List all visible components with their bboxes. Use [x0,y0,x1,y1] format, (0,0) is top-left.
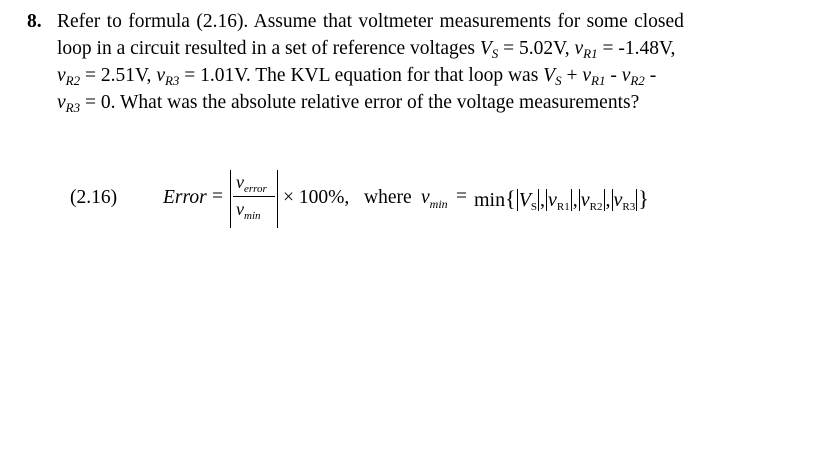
vmin-var: v [421,187,430,208]
kvl-r1-subscript: R1 [591,73,606,88]
numerator-var: v [236,172,244,192]
abs-bar [517,189,518,211]
vr2-symbol: v [57,65,66,86]
abs-bar [579,189,580,211]
set-r1-subscript: R1 [556,201,570,213]
formula-label: (2.16) [70,187,118,208]
vr1-subscript: R1 [583,46,598,61]
problem-line-3 [57,62,656,89]
set-r1-var: v [548,189,557,211]
vs-subscript: S [491,46,499,61]
vr2-subscript: R2 [65,73,81,88]
vr1-value: = -1.48V, [597,38,676,59]
kvl-vs-subscript: S [555,73,562,88]
abs-bar [604,189,605,211]
min-word: min [474,189,506,211]
abs-bar-left [230,170,231,228]
abs-bar [538,189,539,211]
vr1-symbol: v [574,38,584,59]
close-brace: } [638,186,649,211]
set-r2-var: v [580,189,590,211]
numerator-subscript: error [244,183,267,195]
kvl-r2-subscript: R2 [630,73,645,88]
kvl-minus-1: - [605,65,622,86]
min-set-expression: min{ $V_S$ , $v_{R1}$ , $v_{R2}$ , $v_{R3}$ } [474,186,649,213]
error-word: Error [163,187,207,208]
kvl-r1-symbol: v [582,65,591,86]
problem-line-4 [57,89,639,116]
open-brace: { [505,186,516,211]
abs-bar-right [277,170,278,228]
vr2-value: = 2.51V, [80,65,157,86]
set-r2-subscript: R2 [589,201,603,213]
kvl-minus-2: - [644,65,657,86]
equals-sign: = [212,186,223,207]
vs-symbol: V [479,38,492,59]
fraction-denominator [236,199,261,222]
kvl-plus: + [561,65,583,86]
vs-value: = 5.02V, [498,38,575,59]
where-word: where [364,187,412,208]
denominator-subscript: min [244,210,261,222]
problem-line-1: Refer to formula (2.16). Assume that voltmeter measurements for some closed [57,11,684,32]
abs-bar [612,189,613,211]
set-vs-subscript: S [530,201,538,213]
set-vs-var: V [518,189,531,211]
vr3-subscript: R3 [164,73,180,88]
line4-r3-symbol: v [57,92,66,113]
set-r3-var: v [613,189,623,211]
line4-text: = 0. What was the absolute relative error of the voltage measurements? [80,92,640,113]
formula-2-16 [0,170,819,240]
kvl-r2-symbol: v [621,65,631,86]
fraction-numerator [236,172,267,195]
line4-r3-subscript: R3 [65,100,81,115]
vmin-term [421,187,448,212]
vr3-value: = 1.01V. The KVL equation for that loop was [179,65,544,86]
fraction-line [233,196,275,197]
abs-bar [546,189,547,211]
vmin-subscript: min [429,197,448,211]
line2-text: loop in a circuit resulted in a set of reference voltages [57,38,480,59]
problem-number: 8. [27,11,42,32]
abs-bar [571,189,572,211]
set-r3-subscript: R3 [622,201,636,213]
denominator-var: v [236,199,244,219]
equals-sign-2: = [456,186,467,207]
vr3-symbol: v [156,65,165,86]
problem-line-2 [57,35,675,62]
kvl-vs-symbol: V [543,65,556,86]
times-100-percent: × 100%, [283,187,350,208]
